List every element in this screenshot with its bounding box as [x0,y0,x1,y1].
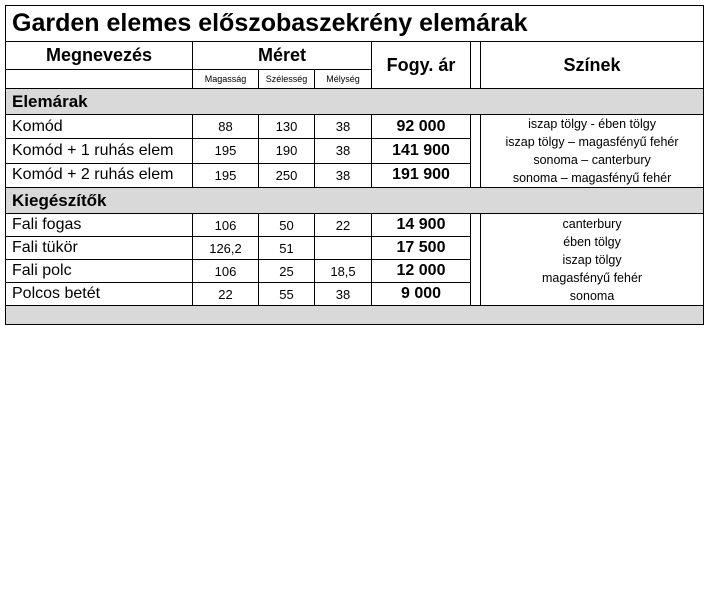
item-width: 190 [259,139,315,163]
item-name: Fali fogas [6,214,193,237]
item-width: 55 [259,283,315,306]
item-height: 88 [193,115,259,139]
item-height: 195 [193,139,259,163]
item-width: 25 [259,260,315,283]
item-price: 141 900 [372,139,471,163]
page-title: Garden elemes előszobaszekrény elemárak [6,6,704,42]
item-name: Fali polc [6,260,193,283]
color-option: sonoma – magasfényű fehér [512,171,672,185]
item-width: 51 [259,237,315,260]
item-price: 191 900 [372,163,471,187]
section-label: Kiegészítők [6,188,704,214]
color-option: iszap tölgy - ében tölgy [528,117,656,131]
footer-band [6,306,704,325]
gap-cell [471,115,481,188]
item-price: 14 900 [372,214,471,237]
header-price: Fogy. ár [372,42,471,89]
section-label: Elemárak [6,89,704,115]
table-row [6,115,704,139]
item-name: Komód [6,115,193,139]
color-list [481,214,704,306]
footer-row [6,306,704,325]
gap-cell [471,214,481,306]
color-option: iszap tölgy – magasfényű fehér [505,135,679,149]
item-depth: 22 [315,214,372,237]
color-option: ében tölgy [563,234,621,249]
item-name: Komód + 1 ruhás elem [6,139,193,163]
header-name: Megnevezés [6,42,193,70]
item-width: 250 [259,163,315,187]
item-name: Komód + 2 ruhás elem [6,163,193,187]
header-depth: Mélység [315,70,372,89]
item-depth: 38 [315,115,372,139]
item-price: 9 000 [372,283,471,306]
item-price: 12 000 [372,260,471,283]
item-price: 17 500 [372,237,471,260]
item-height: 22 [193,283,259,306]
header-width: Szélesség [259,70,315,89]
color-list [481,115,704,188]
table-row [6,214,704,237]
color-option: sonoma [569,288,615,303]
item-height: 126,2 [193,237,259,260]
item-depth: 18,5 [315,260,372,283]
gap-cell [471,42,481,89]
price-table [5,5,704,325]
section-row [6,89,704,115]
section-row [6,188,704,214]
color-option: canterbury [562,216,622,231]
color-option: iszap tölgy [562,252,622,267]
color-option: sonoma – canterbury [533,153,651,167]
header-colors: Színek [481,42,704,89]
color-option: magasfényű fehér [542,270,643,285]
item-width: 50 [259,214,315,237]
item-name: Fali tükör [6,237,193,260]
item-price: 92 000 [372,115,471,139]
item-depth: 38 [315,163,372,187]
item-depth: 38 [315,283,372,306]
item-name: Polcos betét [6,283,193,306]
item-height: 195 [193,163,259,187]
item-height: 106 [193,214,259,237]
item-depth: 38 [315,139,372,163]
header-height: Magasság [193,70,259,89]
header-name-sub [6,70,193,89]
item-height: 106 [193,260,259,283]
header-size: Méret [193,42,372,70]
item-width: 130 [259,115,315,139]
item-depth [315,237,372,260]
